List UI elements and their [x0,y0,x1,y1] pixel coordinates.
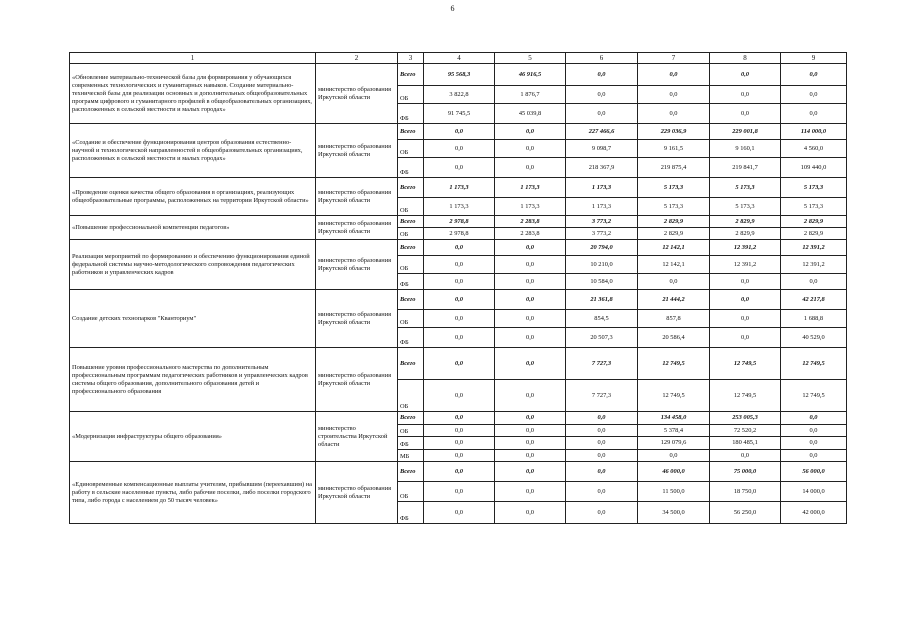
funding-source: МБ [398,450,424,462]
executor: министерство образования Иркутской области [316,178,398,216]
amount-cell: 0,0 [566,437,638,450]
amount-cell: 0,0 [495,482,566,502]
funding-source: ФБ [398,328,424,348]
funding-source: ФБ [398,437,424,450]
activity-name: «Проведение оценки качества общего образования в организациях, реализующих общеобразовательные программы, расположенных на территории Иркутской области» [70,178,316,216]
table-row [70,412,847,425]
amount-cell: 12 749,5 [781,380,847,412]
amount-cell: 180 485,1 [710,437,781,450]
amount-cell: 2 283,8 [495,228,566,240]
amount-cell: 1 173,3 [566,198,638,216]
amount-cell: 0,0 [566,64,638,86]
amount-cell: 0,0 [781,450,847,462]
funding-source: ОБ [398,310,424,328]
amount-cell: 0,0 [566,104,638,124]
amount-cell: 12 142,1 [638,240,710,256]
amount-cell: 95 568,3 [424,64,495,86]
funding-source: ОБ [398,380,424,412]
amount-cell: 0,0 [495,425,566,437]
column-header: 5 [495,53,566,64]
amount-cell: 7 727,3 [566,348,638,380]
amount-cell: 20 794,0 [566,240,638,256]
column-header: 3 [398,53,424,64]
amount-cell: 5 173,3 [638,178,710,198]
amount-cell: 0,0 [710,328,781,348]
amount-cell: 40 529,0 [781,328,847,348]
amount-cell: 75 000,0 [710,462,781,482]
amount-cell: 0,0 [710,86,781,104]
amount-cell: 20 507,3 [566,328,638,348]
amount-cell: 0,0 [495,412,566,425]
funding-source: Всего [398,124,424,140]
amount-cell: 45 039,8 [495,104,566,124]
amount-cell: 2 829,9 [781,228,847,240]
amount-cell: 0,0 [710,290,781,310]
funding-source: Всего [398,64,424,86]
amount-cell: 218 367,9 [566,158,638,178]
column-header: 6 [566,53,638,64]
amount-cell: 72 520,2 [710,425,781,437]
amount-cell: 0,0 [495,348,566,380]
amount-cell: 0,0 [495,158,566,178]
funding-source: Всего [398,412,424,425]
amount-cell: 0,0 [424,462,495,482]
amount-cell: 2 829,9 [781,216,847,228]
amount-cell: 5 173,3 [781,178,847,198]
amount-cell: 34 500,0 [638,502,710,524]
funding-source: Всего [398,348,424,380]
amount-cell: 0,0 [424,124,495,140]
table-row [70,124,847,140]
amount-cell: 1 173,3 [566,178,638,198]
amount-cell: 0,0 [495,256,566,274]
amount-cell: 0,0 [710,274,781,290]
amount-cell: 14 000,0 [781,482,847,502]
amount-cell: 0,0 [424,140,495,158]
amount-cell: 18 750,0 [710,482,781,502]
amount-cell: 0,0 [566,412,638,425]
amount-cell: 21 361,8 [566,290,638,310]
amount-cell: 0,0 [710,450,781,462]
amount-cell: 5 378,4 [638,425,710,437]
executor: министерство образования Иркутской области [316,216,398,240]
amount-cell: 0,0 [495,328,566,348]
amount-cell: 3 773,2 [566,228,638,240]
amount-cell: 5 173,3 [638,198,710,216]
amount-cell: 134 458,0 [638,412,710,425]
amount-cell: 0,0 [424,380,495,412]
funding-source: ОБ [398,228,424,240]
table-row [70,216,847,228]
funding-source: ФБ [398,104,424,124]
amount-cell: 0,0 [424,328,495,348]
funding-source: ОБ [398,482,424,502]
amount-cell: 2 978,8 [424,216,495,228]
amount-cell: 0,0 [566,482,638,502]
amount-cell: 56 000,0 [781,462,847,482]
executor: министерство образования Иркутской области [316,240,398,290]
amount-cell: 1 688,8 [781,310,847,328]
amount-cell: 0,0 [710,104,781,124]
amount-cell: 0,0 [424,425,495,437]
activity-name: «Создание и обеспечение функционирования центров образования естественно-научной и технологической направленностей в общеобразовательных организациях, расположенных в сельской местности и малых городах» [70,124,316,178]
table-row [70,178,847,198]
page-number: 6 [450,4,455,13]
amount-cell: 0,0 [424,437,495,450]
amount-cell: 0,0 [566,86,638,104]
amount-cell: 2 829,9 [638,216,710,228]
amount-cell: 12 391,2 [781,240,847,256]
funding-source: ФБ [398,274,424,290]
amount-cell: 0,0 [781,437,847,450]
amount-cell: 0,0 [638,86,710,104]
amount-cell: 0,0 [495,502,566,524]
column-header: 2 [316,53,398,64]
amount-cell: 0,0 [566,425,638,437]
amount-cell: 0,0 [424,158,495,178]
amount-cell: 0,0 [424,310,495,328]
amount-cell: 3 822,8 [424,86,495,104]
amount-cell: 46 000,0 [638,462,710,482]
amount-cell: 12 391,2 [710,240,781,256]
funding-source: ОБ [398,425,424,437]
funding-source: ОБ [398,140,424,158]
amount-cell: 857,8 [638,310,710,328]
amount-cell: 0,0 [424,256,495,274]
amount-cell: 2 283,8 [495,216,566,228]
amount-cell: 2 829,9 [638,228,710,240]
amount-cell: 1 173,3 [495,178,566,198]
amount-cell: 0,0 [638,450,710,462]
funding-source: Всего [398,216,424,228]
amount-cell: 4 560,0 [781,140,847,158]
amount-cell: 129 079,6 [638,437,710,450]
amount-cell: 1 173,3 [424,178,495,198]
funding-source: ОБ [398,86,424,104]
amount-cell: 854,5 [566,310,638,328]
activity-name: «Модернизация инфраструктуры общего образования» [70,412,316,462]
amount-cell: 10 584,0 [566,274,638,290]
amount-cell: 0,0 [495,380,566,412]
executor: министерство строительства Иркутской области [316,412,398,462]
amount-cell: 12 749,5 [638,348,710,380]
amount-cell: 0,0 [638,104,710,124]
funding-source: Всего [398,462,424,482]
amount-cell: 3 773,2 [566,216,638,228]
amount-cell: 0,0 [495,290,566,310]
amount-cell: 12 749,5 [638,380,710,412]
table-body [70,64,847,524]
amount-cell: 5 173,3 [781,198,847,216]
amount-cell: 229 036,9 [638,124,710,140]
amount-cell: 12 749,5 [781,348,847,380]
activity-name: Повышение уровня профессионального мастерства по дополнительным профессиональным программам педагогических работников и управленческих кадров системы общего образования, дополнительного образования детей и профессионального образования [70,348,316,412]
amount-cell: 0,0 [424,290,495,310]
amount-cell: 12 749,5 [710,380,781,412]
amount-cell: 0,0 [638,274,710,290]
amount-cell: 0,0 [638,64,710,86]
amount-cell: 2 978,8 [424,228,495,240]
amount-cell: 0,0 [424,240,495,256]
amount-cell: 10 210,0 [566,256,638,274]
amount-cell: 9 160,1 [710,140,781,158]
funding-source: Всего [398,240,424,256]
amount-cell: 1 876,7 [495,86,566,104]
amount-cell: 0,0 [781,104,847,124]
amount-cell: 12 391,2 [781,256,847,274]
amount-cell: 0,0 [424,412,495,425]
activity-name: «Обновление материально-технической базы для формирования у обучающихся современных технологических и гуманитарных навыков. Создание материально-технической базы для реализации основных и дополнительных общеобразовательных программ цифрового и гуманитарного профилей в общеобразовательных организациях, расположенных в сельской местности и малых городах» [70,64,316,124]
amount-cell: 0,0 [566,462,638,482]
funding-source: Всего [398,178,424,198]
funding-source: ОБ [398,256,424,274]
amount-cell: 219 841,7 [710,158,781,178]
amount-cell: 12 142,1 [638,256,710,274]
amount-cell: 9 161,5 [638,140,710,158]
amount-cell: 42 000,0 [781,502,847,524]
amount-cell: 56 250,0 [710,502,781,524]
amount-cell: 229 001,8 [710,124,781,140]
amount-cell: 46 916,5 [495,64,566,86]
amount-cell: 0,0 [495,124,566,140]
amount-cell: 0,0 [424,348,495,380]
funding-source: ФБ [398,158,424,178]
amount-cell: 12 391,2 [710,256,781,274]
amount-cell: 0,0 [781,64,847,86]
amount-cell: 253 005,3 [710,412,781,425]
amount-cell: 0,0 [495,437,566,450]
amount-cell: 0,0 [495,274,566,290]
amount-cell: 0,0 [781,274,847,290]
amount-cell: 42 217,8 [781,290,847,310]
amount-cell: 2 829,9 [710,228,781,240]
amount-cell: 0,0 [495,450,566,462]
amount-cell: 7 727,3 [566,380,638,412]
executor: министерство образования Иркутской области [316,124,398,178]
activity-name: «Единовременные компенсационные выплаты учителям, прибывшим (переехавшим) на работу в сельские населенные пункты, либо рабочие поселки, либо поселки городского типа, либо города с населением до 50 тысяч человек» [70,462,316,524]
amount-cell: 0,0 [781,86,847,104]
executor: министерство образования Иркутской области [316,290,398,348]
amount-cell: 12 749,5 [710,348,781,380]
amount-cell: 2 829,9 [710,216,781,228]
amount-cell: 11 500,0 [638,482,710,502]
executor: министерство образования Иркутской области [316,348,398,412]
amount-cell: 0,0 [566,502,638,524]
amount-cell: 0,0 [424,482,495,502]
table-row [70,290,847,310]
amount-cell: 0,0 [566,450,638,462]
column-header: 9 [781,53,847,64]
amount-cell: 1 173,3 [424,198,495,216]
column-header: 8 [710,53,781,64]
amount-cell: 20 586,4 [638,328,710,348]
amount-cell: 0,0 [495,310,566,328]
table-row [70,240,847,256]
amount-cell: 0,0 [495,462,566,482]
table-row [70,64,847,86]
activity-name: Создание детских технопарков "Кванториум" [70,290,316,348]
amount-cell: 0,0 [424,274,495,290]
amount-cell: 0,0 [710,310,781,328]
funding-source: ФБ [398,502,424,524]
amount-cell: 0,0 [781,425,847,437]
amount-cell: 109 440,0 [781,158,847,178]
amount-cell: 5 173,3 [710,178,781,198]
amount-cell: 114 000,0 [781,124,847,140]
column-header: 4 [424,53,495,64]
budget-table [69,52,847,524]
amount-cell: 0,0 [424,502,495,524]
amount-cell: 5 173,3 [710,198,781,216]
executor: министерство образования Иркутской области [316,462,398,524]
header-row [70,53,847,64]
amount-cell: 21 444,2 [638,290,710,310]
column-header: 1 [70,53,316,64]
amount-cell: 91 745,5 [424,104,495,124]
amount-cell: 0,0 [495,240,566,256]
amount-cell: 0,0 [781,412,847,425]
amount-cell: 0,0 [495,140,566,158]
amount-cell: 0,0 [710,64,781,86]
amount-cell: 9 098,7 [566,140,638,158]
amount-cell: 1 173,3 [495,198,566,216]
table-row [70,462,847,482]
funding-source: Всего [398,290,424,310]
activity-name: «Повышение профессиональной компетенции педагогов» [70,216,316,240]
amount-cell: 0,0 [424,450,495,462]
executor: министерство образования Иркутской области [316,64,398,124]
activity-name: Реализация мероприятий по формированию и обеспечению функционирования единой федеральной системы научно-методологического сопровождения педагогических работников и управленческих кадров [70,240,316,290]
amount-cell: 219 875,4 [638,158,710,178]
table-row [70,348,847,380]
funding-source: ОБ [398,198,424,216]
amount-cell: 227 466,6 [566,124,638,140]
column-header: 7 [638,53,710,64]
